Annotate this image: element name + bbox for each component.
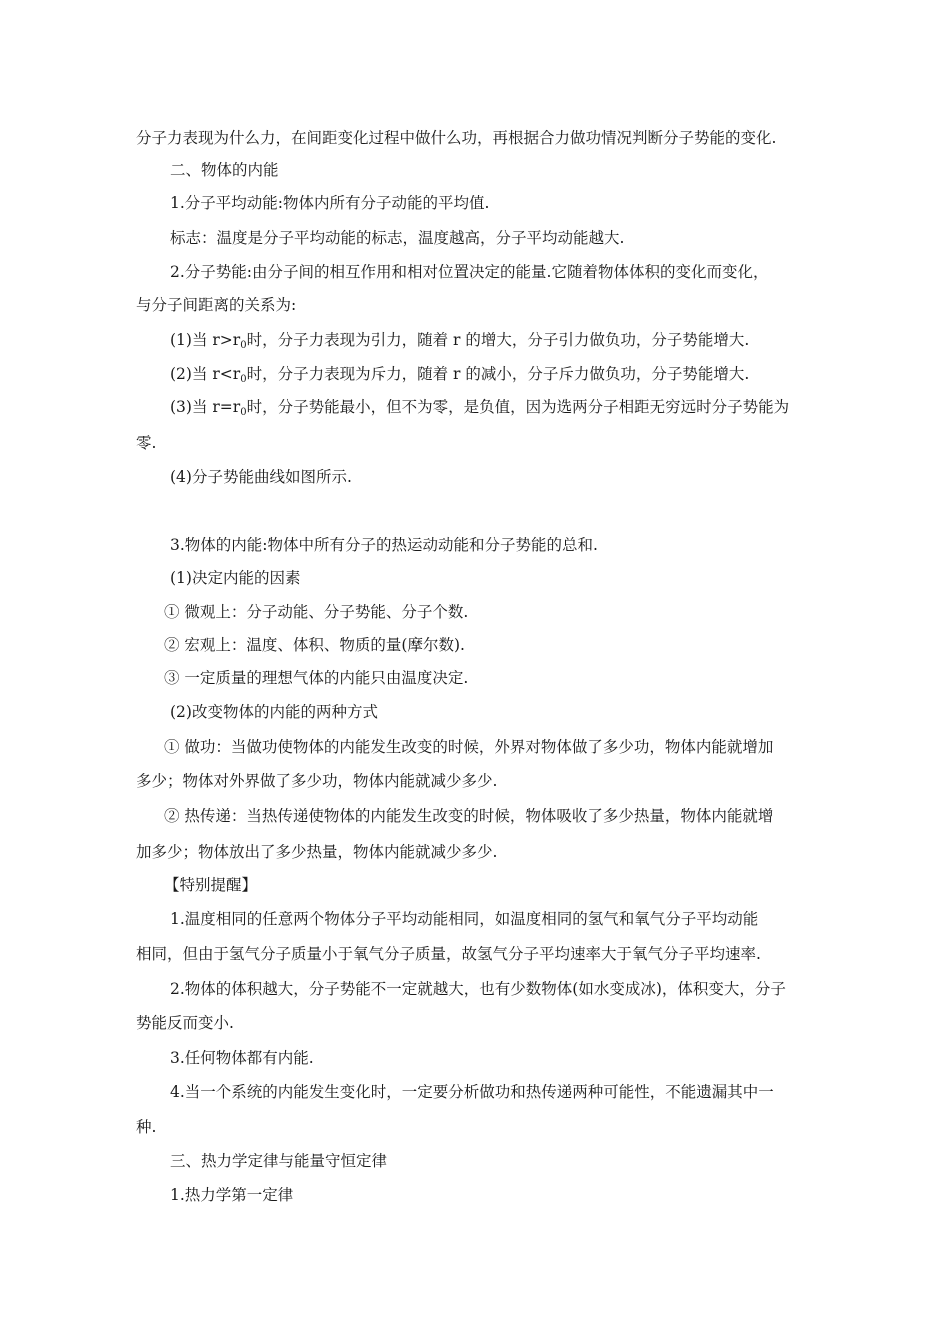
paragraph-line xyxy=(170,364,749,387)
paragraph-line xyxy=(170,397,789,420)
paragraph-line: 2.物体的体积越大，分子势能不一定就越大，也有少数物体(如水变成冰)，体积变大，分子 xyxy=(170,980,786,998)
line-text: 时，分子力表现为斥力，随着 r 的减小，分子斥力做负功，分子势能增大. xyxy=(246,365,750,383)
line-text: 时，分子力表现为引力，随着 r 的增大，分子引力做负功，分子势能增大. xyxy=(246,331,750,349)
section-heading: 三、热力学定律与能量守恒定律 xyxy=(170,1152,388,1170)
paragraph-line: 1.热力学第一定律 xyxy=(170,1186,294,1204)
paragraph-line: (2)改变物体的内能的两种方式 xyxy=(170,703,378,721)
section-heading: 二、物体的内能 xyxy=(170,161,279,179)
line-text: (1)当 r>r xyxy=(170,331,241,349)
paragraph-line: 4.当一个系统的内能发生变化时，一定要分析做功和热传递两种可能性，不能遗漏其中一 xyxy=(170,1083,774,1101)
paragraph-line: 2.分子势能:由分子间的相互作用和相对位置决定的能量.它随着物体体积的变化而变化， xyxy=(170,263,769,281)
paragraph-line: 零. xyxy=(136,434,157,452)
line-text: (3)当 r=r xyxy=(170,398,241,416)
paragraph-line: ① 做功：当做功使物体的内能发生改变的时候，外界对物体做了多少功，物体内能就增加 xyxy=(164,738,774,756)
section-heading: 【特别提醒】 xyxy=(164,876,258,894)
paragraph-line: 势能反而变小. xyxy=(136,1014,234,1032)
paragraph-line: ① 微观上：分子动能、分子势能、分子个数. xyxy=(164,603,469,621)
paragraph-line: (4)分子势能曲线如图所示. xyxy=(170,468,352,486)
subscript: 0 xyxy=(240,374,247,385)
paragraph-line: 1.温度相同的任意两个物体分子平均动能相同，如温度相同的氢气和氧气分子平均动能 xyxy=(170,910,759,928)
paragraph-line: 相同，但由于氢气分子质量小于氧气分子质量，故氢气分子平均速率大于氧气分子平均速率. xyxy=(136,945,761,963)
subscript: 0 xyxy=(240,340,247,351)
paragraph-line: 加多少；物体放出了多少热量，物体内能就减少多少. xyxy=(136,843,498,861)
paragraph-line: ② 热传递：当热传递使物体的内能发生改变的时候，物体吸收了多少热量，物体内能就增 xyxy=(164,807,774,825)
paragraph-line: ② 宏观上：温度、体积、物质的量(摩尔数). xyxy=(164,636,465,654)
line-text: 时，分子势能最小，但不为零，是负值，因为选两分子相距无穷远时分子势能为 xyxy=(246,398,790,416)
paragraph-line: 3.物体的内能:物体中所有分子的热运动动能和分子势能的总和. xyxy=(170,536,598,554)
paragraph-line: 多少；物体对外界做了多少功，物体内能就减少多少. xyxy=(136,772,498,790)
paragraph-line: 分子力表现为什么力，在间距变化过程中做什么功，再根据合力做功情况判断分子势能的变化. xyxy=(136,129,777,147)
paragraph-line: 标志：温度是分子平均动能的标志，温度越高，分子平均动能越大. xyxy=(170,229,625,247)
paragraph-line: (1)决定内能的因素 xyxy=(170,569,301,587)
subscript: 0 xyxy=(240,407,247,418)
paragraph-line: 种. xyxy=(136,1118,157,1136)
paragraph-line: 1.分子平均动能:物体内所有分子动能的平均值. xyxy=(170,194,490,212)
paragraph-line: ③ 一定质量的理想气体的内能只由温度决定. xyxy=(164,669,469,687)
paragraph-line xyxy=(170,330,749,353)
line-text: (2)当 r<r xyxy=(170,365,241,383)
paragraph-line: 与分子间距离的关系为: xyxy=(136,296,297,314)
paragraph-line: 3.任何物体都有内能. xyxy=(170,1049,314,1067)
